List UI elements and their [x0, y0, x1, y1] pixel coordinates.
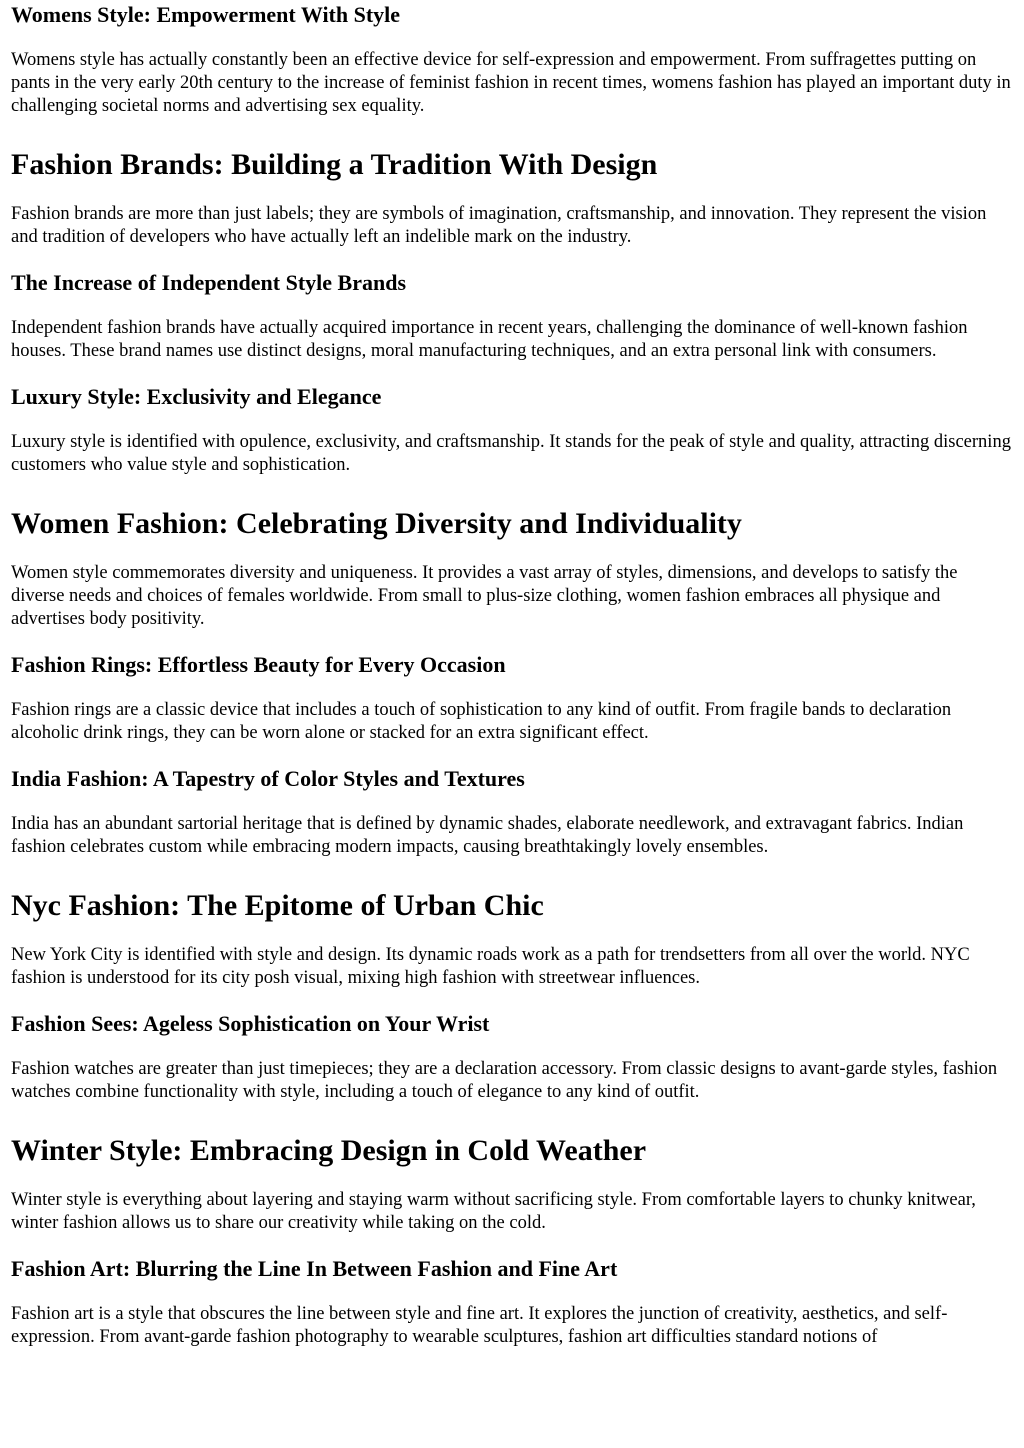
section-heading: Fashion Art: Blurring the Line In Between Fashion and Fine Art [11, 1256, 618, 1281]
section-paragraph: Women style commemorates diversity and uniqueness. It provides a vast array of styles, dimensions, and develops to satisfy the diverse needs and choices of females worldwide. From small to plus-size clothing, women fashion embraces all physique and advertises body positivity. [11, 563, 958, 629]
article [0, 2, 1024, 1349]
section-paragraph: Fashion rings are a classic device that includes a touch of sophistication to any kind of outfit. From fragile bands to declaration alcoholic drink rings, they can be worn alone or stacked for an extra significant effect. [11, 700, 952, 743]
section-heading: Fashion Sees: Ageless Sophistication on Your Wrist [11, 1011, 490, 1036]
section-heading: Nyc Fashion: The Epitome of Urban Chic [11, 889, 544, 922]
section-paragraph: Fashion brands are more than just labels; they are symbols of imagination, craftsmanship, and innovation. They represent the vision and tradition of developers who have actually left an indelible mark on the industry. [11, 204, 987, 247]
section-paragraph: India has an abundant sartorial heritage that is defined by dynamic shades, elaborate needlework, and extravagant fabrics. Indian fashion celebrates custom while embracing modern impacts, causing breathtakingly lovely ensembles. [11, 814, 964, 857]
section-paragraph: Winter style is everything about layering and staying warm without sacrificing style. From comfortable layers to chunky knitwear, winter fashion allows us to share our creativity while taking on the cold. [11, 1190, 976, 1233]
section-heading: India Fashion: A Tapestry of Color Styles and Textures [11, 766, 525, 791]
section-heading: Fashion Rings: Effortless Beauty for Every Occasion [11, 652, 506, 677]
section-heading: Women Fashion: Celebrating Diversity and Individuality [11, 507, 742, 540]
section-paragraph: New York City is identified with style and design. Its dynamic roads work as a path for trendsetters from all over the world. NYC fashion is understood for its city posh visual, mixing high fashion with streetwear influences. [11, 945, 970, 988]
section-heading: Fashion Brands: Building a Tradition With Design [11, 148, 658, 181]
section-paragraph: Womens style has actually constantly been an effective device for self-expression and empowerment. From suffragettes putting on pants in the very early 20th century to the increase of feminist fashion in recent times, womens fashion has played an important duty in challenging societal norms and advertising sex equality. [11, 50, 1011, 116]
section-heading: Womens Style: Empowerment With Style [11, 2, 401, 27]
section-heading: Luxury Style: Exclusivity and Elegance [11, 384, 382, 409]
section-paragraph: Luxury style is identified with opulence, exclusivity, and craftsmanship. It stands for the peak of style and quality, attracting discerning customers who value style and sophistication. [11, 432, 1011, 475]
section-heading: Winter Style: Embracing Design in Cold Weather [11, 1134, 647, 1167]
section-heading: The Increase of Independent Style Brands [11, 270, 407, 295]
section-paragraph: Independent fashion brands have actually acquired importance in recent years, challenging the dominance of well-known fashion houses. These brand names use distinct designs, moral manufacturing techniques, and an extra personal link with consumers. [11, 318, 968, 361]
section-paragraph: Fashion watches are greater than just timepieces; they are a declaration accessory. From classic designs to avant-garde styles, fashion watches combine functionality with style, including a touch of elegance to any kind of outfit. [11, 1059, 998, 1102]
section-paragraph: Fashion art is a style that obscures the line between style and fine art. It explores the junction of creativity, aesthetics, and self-expression. From avant-garde fashion photography to wearable sculptures, fashion art difficulties standard notions of [11, 1304, 948, 1347]
